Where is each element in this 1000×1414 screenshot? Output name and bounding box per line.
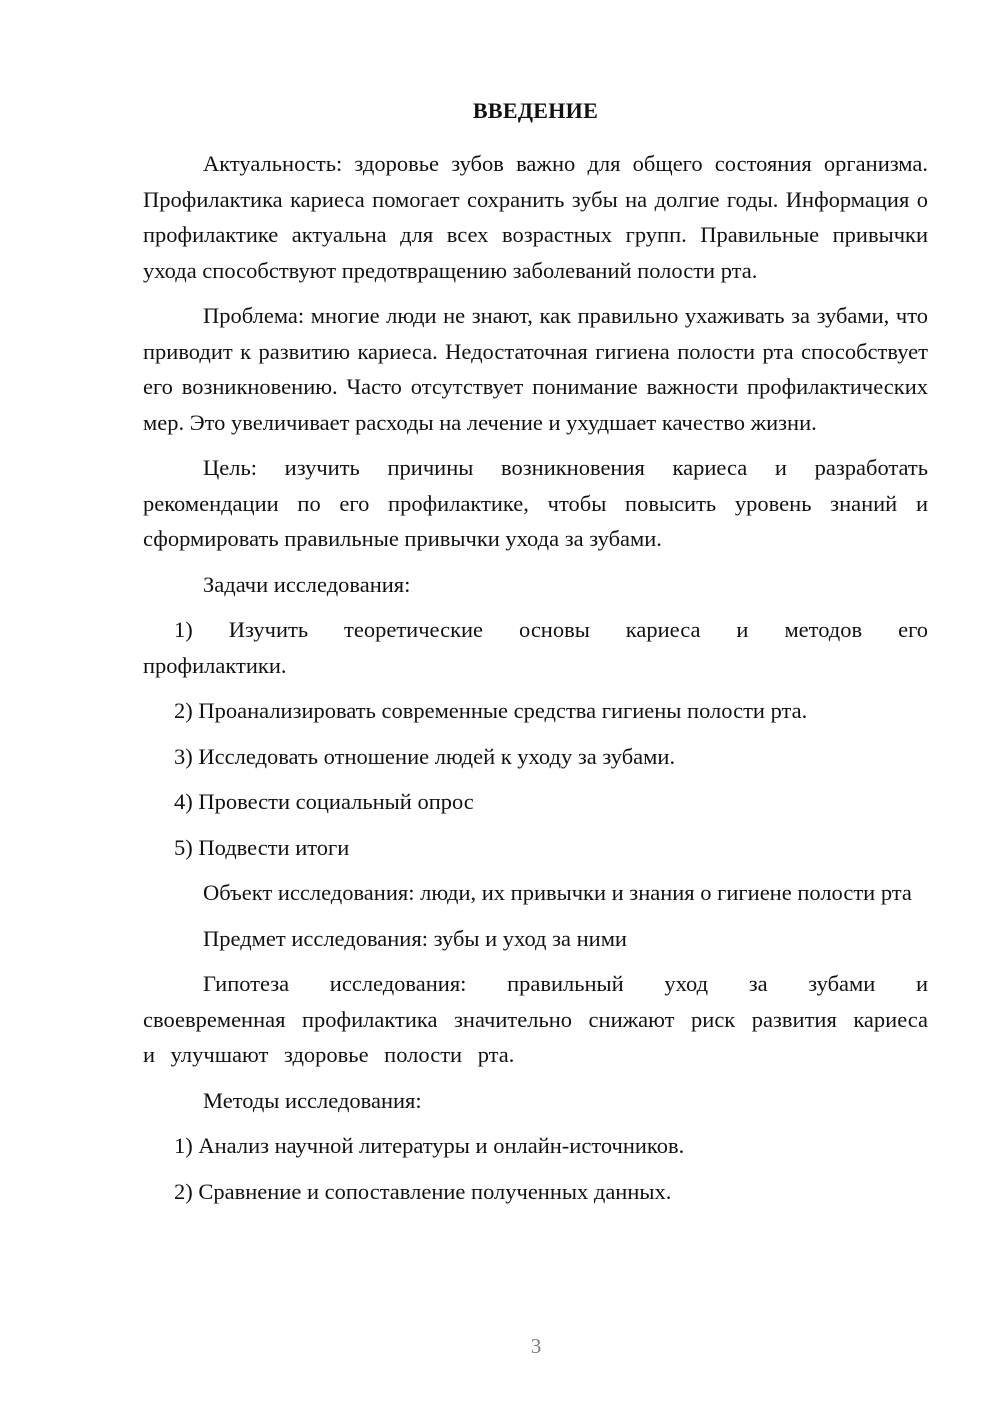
- relevance-paragraph: Актуальность: здоровье зубов важно для общего состояния организма. Профилактика кариеса помогает сохранить зубы на долгие годы. Информация о профилактике актуальна для всех возрастных групп. Правильные привычки ухода способствуют предотвращению заболеваний полости рта.: [143, 151, 928, 283]
- task-item-3: 3) Исследовать отношение людей к уходу за зубами.: [174, 743, 676, 769]
- hypothesis-paragraph: Гипотеза исследования: правильный уход за зубами и своевременная профилактика значительно снижают риск развития кариеса и улучшают здоровье полости рта.: [143, 971, 928, 1067]
- task-item-1: 1) Изучить теоретические основы кариеса и методов его профилактики.: [143, 617, 928, 678]
- method-item-1: 1) Анализ научной литературы и онлайн-источников.: [174, 1133, 685, 1158]
- method-item-2: 2) Сравнение и сопоставление полученных данных.: [174, 1178, 672, 1204]
- section-heading: ВВЕДЕНИЕ: [472, 98, 599, 123]
- document-page: [143, 96, 928, 1219]
- subject-paragraph: Предмет исследования: зубы и уход за ними: [203, 925, 627, 951]
- problem-paragraph: Проблема: многие люди не знают, как правильно ухаживать за зубами, что приводит к развитию кариеса. Недостаточная гигиена полости рта способствует его возникновению. Часто отсутствует понимание важности профилактических мер. Это увеличивает расходы на лечение и ухудшает качество жизни.: [143, 303, 928, 435]
- object-paragraph: Объект исследования: люди, их привычки и знания о гигиене полости рта: [203, 880, 912, 905]
- goal-paragraph: Цель: изучить причины возникновения кариеса и разработать рекомендации по его профилактике, чтобы повысить уровень знаний и сформировать правильные привычки ухода за зубами.: [143, 455, 928, 551]
- tasks-title: Задачи исследования:: [203, 571, 411, 597]
- task-item-4: 4) Провести социальный опрос: [174, 789, 474, 814]
- task-item-2: 2) Проанализировать современные средства гигиены полости рта.: [174, 698, 808, 723]
- task-item-5: 5) Подвести итоги: [174, 834, 350, 860]
- methods-title: Методы исследования:: [203, 1087, 422, 1113]
- page-number: 3: [530, 1334, 542, 1358]
